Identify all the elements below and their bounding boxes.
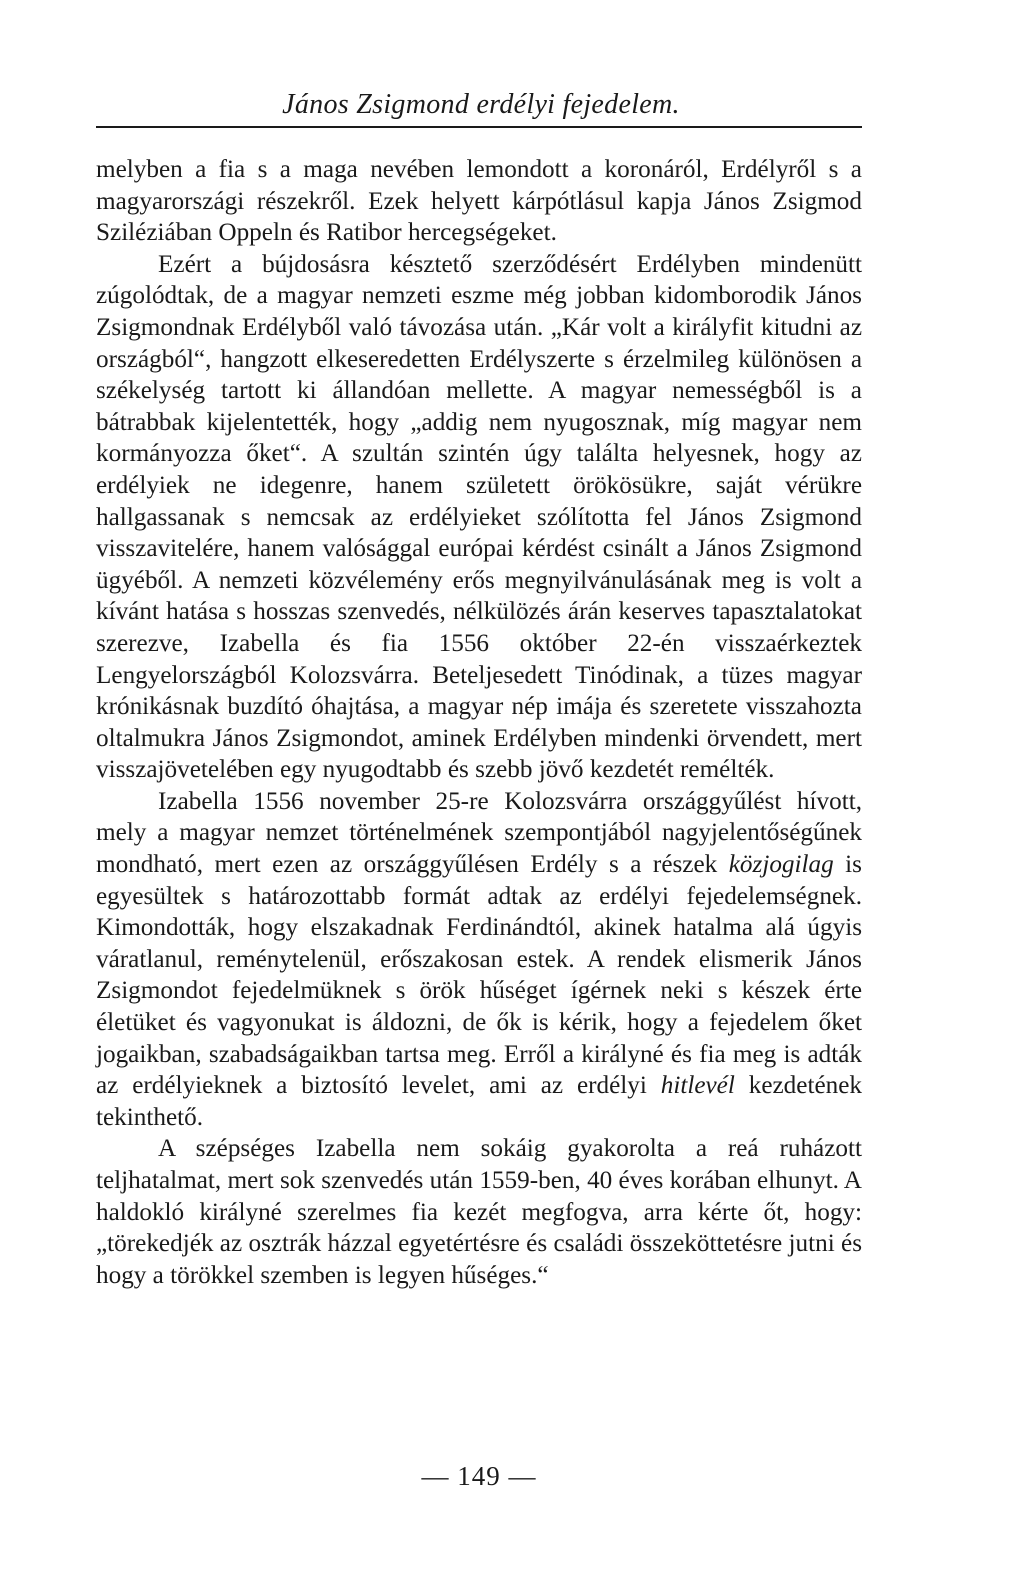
paragraph-4: A szépséges Izabella nem sokáig gyakorolta a reá ruházott teljhatalmat, mert sok szenvedés után 1559-ben, 40 éves korában elhunyt. A haldokló királyné szerelmes fia kezét megfogva, arra kérte őt, hogy: „törekedjék az osztrák házzal egyetértésre és családi összeköttetésre jutni és hogy a törökkel szemben is legyen hűséges.“ bbox=[96, 1135, 862, 1289]
paragraph-2: Ezért a bújdosásra késztető szerződésért Erdélyben mindenütt zúgolódtak, de a magyar nemzeti eszme még jobban kidomborodik János Zsigmondnak Erdélyből való távozása után. „Kár volt a királyfit kitudni az országból“, hangzott elkeseredetten Erdélyszerte s érzelmileg különösen a székelység tartott ki állandóan mellette. A magyar nemességből is a bátrabbak kijelentették, hogy „addig nem nyugosznak, míg magyar nem kormányozza őket“. A szultán szintén úgy találta helyesnek, hogy az erdélyiek ne idegenre, hanem született örökösükre, saját vérükre hallgassanak s nemcsak az erdélyieket szólította fel János Zsigmond visszavitelére, hanem valósággal európai kérdést csinált a János Zsigmond ügyéből. A nemzeti közvélemény erős megnyilvánulásának meg is volt a kívánt hatása s hosszas szenvedés, nélkülözés árán keserves tapasztalatokat szerezve, Izabella és fia 1556 október 22-én visszaérkeztek Lengyelországból Kolozsvárra. Beteljesedett Tinódinak, a tüzes magyar krónikásnak buzdító óhajtása, a magyar nép imája és szeretete visszahozta oltalmukra János Zsigmondot, aminek Erdélyben mindenki örvendett, mert visszajövetelében egy nyugodtabb és szebb jövő kezdetét remélték. bbox=[96, 250, 862, 784]
paragraph-3-text-a: Izabella 1556 november 25-re Kolozsvárra országgyűlést hívott, mely a magyar nemzet történelmének szempontjából nagyjelentőségűnek mondható, mert ezen az országgyűlésen Erdély s a részek bbox=[96, 787, 862, 879]
paragraph-3-text-b: is egyesültek s határozottabb formát adtak az erdélyi fejedelemségnek. Kimondották, hogy elszakadnak Ferdinándtól, akinek hatalma alá úgyis váratlanul, reménytelenül, erőszakosan estek. A rendek elismerik János Zsigmondot fejedelmüknek s örök hűséget ígérnek neki s készek érte életüket és vagyonukat is áldozni, de ők is kérik, hogy a fejedelem őket jogaikban, szabadságaikban tartsa meg. Erről a királyné és fia meg is adták az erdélyieknek a biztosító levelet, ami az erdélyi bbox=[96, 851, 862, 1100]
paragraph-1: melyben a fia s a maga nevében lemondott a koronáról, Erdélyről s a magyarországi részekről. Ezek helyett kárpótlásul kapja János Zsigmod Sziléziában Oppeln és Ratibor hercegségeket. bbox=[96, 156, 862, 247]
emphasis-kozjogilag: közjogilag bbox=[728, 851, 834, 879]
paragraph-3 bbox=[96, 786, 862, 1134]
body-text bbox=[96, 154, 862, 1291]
header-rule bbox=[96, 126, 862, 128]
emphasis-hitlevel: hitlevél bbox=[660, 1072, 735, 1100]
running-title: János Zsigmond erdélyi fejedelem. bbox=[282, 89, 680, 120]
page-number: — 149 — bbox=[421, 1461, 537, 1491]
paragraph-3-text-c: kezdetének tekinthető. bbox=[96, 1072, 862, 1131]
